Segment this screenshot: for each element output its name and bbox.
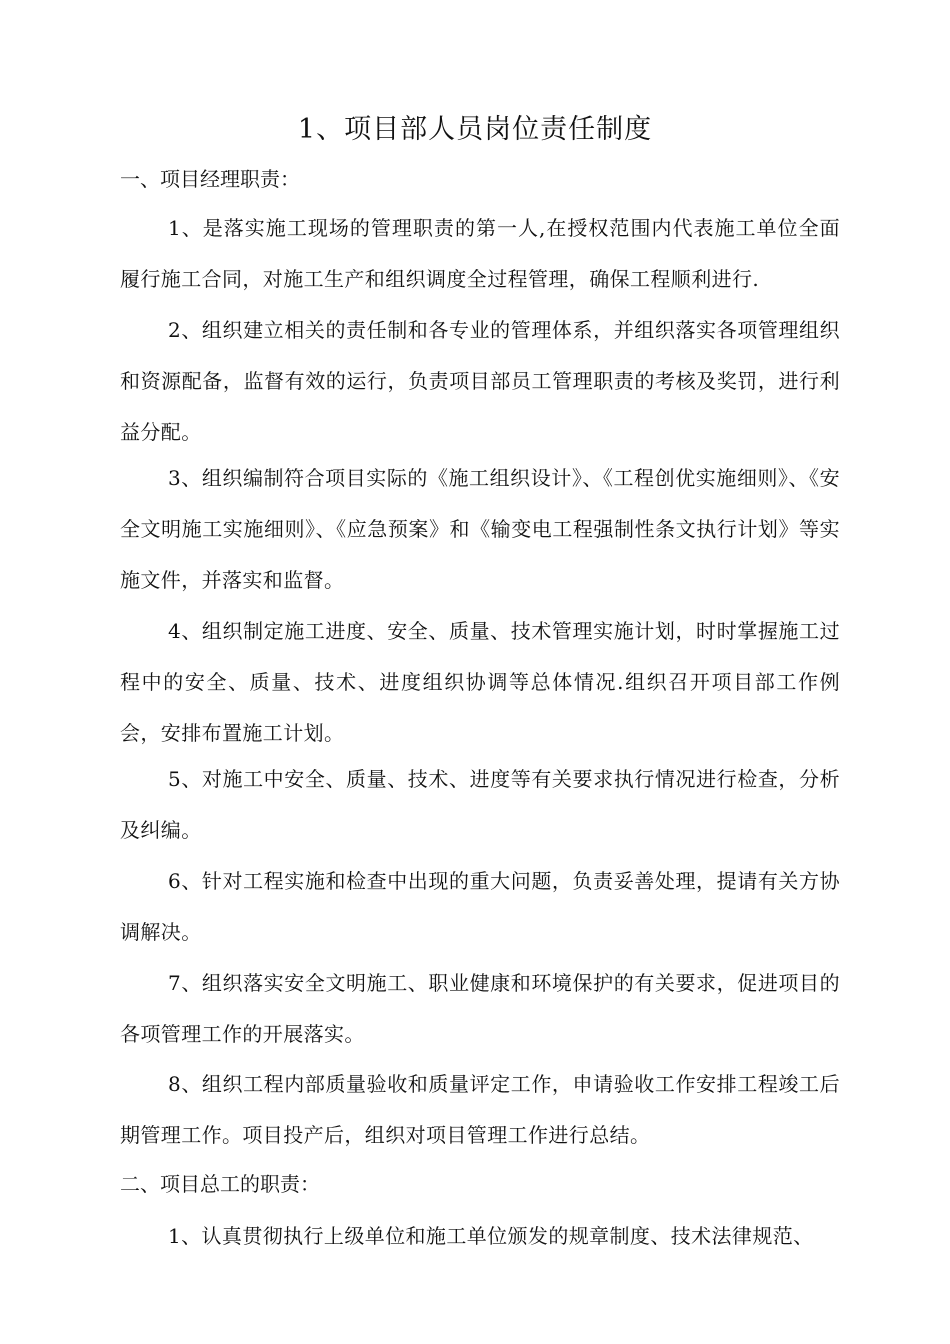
paragraph-chief-engineer-1: 1、认真贯彻执行上级单位和施工单位颁发的规章制度、技术法律规范、 xyxy=(168,1224,814,1248)
paragraph-3: 3、组织编制符合项目实际的《施工组织设计》、《工程创优实施细则》、《安全文明施工实施细则》、《应急预案》和《输变电工程强制性条文执行计划》等实施文件，并落实和监督。 xyxy=(120,466,840,592)
paragraph-5: 5、对施工中安全、质量、技术、进度等有关要求执行情况进行检查，分析及纠编。 xyxy=(120,767,840,842)
paragraph-7: 7、组织落实安全文明施工、职业健康和环境保护的有关要求，促进项目的各项管理工作的开展落实。 xyxy=(120,971,840,1046)
section-heading-chief-engineer: 二、项目总工的职责： xyxy=(120,1172,320,1196)
page-title: 1、项目部人员岗位责任制度 xyxy=(297,114,653,145)
paragraph-4: 4、组织制定施工进度、安全、质量、技术管理实施计划，时时掌握施工过程中的安全、质量、技术、进度组织协调等总体情况.组织召开项目部工作例会，安排布置施工计划。 xyxy=(120,619,840,745)
paragraph-8: 8、组织工程内部质量验收和质量评定工作，申请验收工作安排工程竣工后期管理工作。项目投产后，组织对项目管理工作进行总结。 xyxy=(120,1072,840,1147)
paragraph-1: 1、是落实施工现场的管理职责的第一人,在授权范围内代表施工单位全面履行施工合同，对施工生产和组织调度全过程管理，确保工程顺利进行. xyxy=(120,216,840,291)
paragraph-2: 2、组织建立相关的责任制和各专业的管理体系，并组织落实各项管理组织和资源配备，监督有效的运行，负责项目部员工管理职责的考核及奖罚，进行利益分配。 xyxy=(120,318,840,444)
section-heading-project-manager: 一、项目经理职责： xyxy=(120,167,300,191)
paragraph-6: 6、针对工程实施和检查中出现的重大问题，负责妥善处理，提请有关方协调解决。 xyxy=(120,869,840,944)
